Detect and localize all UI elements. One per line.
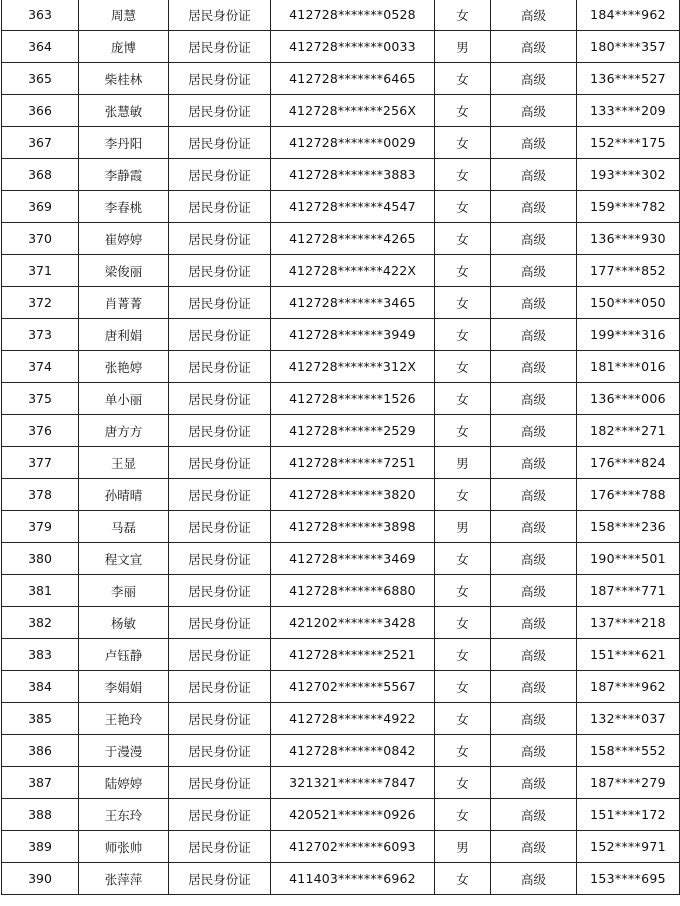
- cell-gender: 女: [435, 255, 491, 287]
- table-row: [2, 735, 680, 767]
- cell-id-number: 412728*******3898: [271, 511, 435, 543]
- cell-name: 王东玲: [79, 799, 169, 831]
- cell-gender: 女: [435, 0, 491, 31]
- cell-phone: 176****788: [577, 479, 680, 511]
- cell-name: 王显: [79, 447, 169, 479]
- cell-name: 于漫漫: [79, 735, 169, 767]
- cell-doc-type: 居民身份证: [169, 223, 271, 255]
- cell-level: 高级: [491, 479, 577, 511]
- cell-phone: 136****930: [577, 223, 680, 255]
- cell-id-number: 412728*******7251: [271, 447, 435, 479]
- table-row: [2, 767, 680, 799]
- table-row: [2, 127, 680, 159]
- cell-doc-type: 居民身份证: [169, 31, 271, 63]
- cell-id-number: 412728*******2529: [271, 415, 435, 447]
- cell-name: 张萍萍: [79, 863, 169, 895]
- cell-gender: 女: [435, 351, 491, 383]
- cell-id-number: 321321*******7847: [271, 767, 435, 799]
- cell-doc-type: 居民身份证: [169, 383, 271, 415]
- cell-number: 369: [2, 191, 79, 223]
- cell-number: 389: [2, 831, 79, 863]
- cell-number: 390: [2, 863, 79, 895]
- table-row: [2, 319, 680, 351]
- cell-name: 李娟娟: [79, 671, 169, 703]
- cell-phone: 181****016: [577, 351, 680, 383]
- cell-doc-type: 居民身份证: [169, 863, 271, 895]
- cell-gender: 女: [435, 319, 491, 351]
- cell-gender: 男: [435, 831, 491, 863]
- cell-doc-type: 居民身份证: [169, 543, 271, 575]
- table-row: [2, 575, 680, 607]
- roster-body: [2, 0, 680, 895]
- cell-id-number: 412728*******3469: [271, 543, 435, 575]
- cell-gender: 女: [435, 575, 491, 607]
- cell-doc-type: 居民身份证: [169, 703, 271, 735]
- cell-name: 肖菁菁: [79, 287, 169, 319]
- cell-number: 384: [2, 671, 79, 703]
- cell-name: 梁俊丽: [79, 255, 169, 287]
- cell-level: 高级: [491, 671, 577, 703]
- cell-number: 388: [2, 799, 79, 831]
- cell-number: 364: [2, 31, 79, 63]
- cell-level: 高级: [491, 575, 577, 607]
- table-row: [2, 671, 680, 703]
- cell-doc-type: 居民身份证: [169, 479, 271, 511]
- cell-id-number: 412728*******2521: [271, 639, 435, 671]
- cell-gender: 女: [435, 639, 491, 671]
- cell-doc-type: 居民身份证: [169, 447, 271, 479]
- cell-gender: 女: [435, 767, 491, 799]
- cell-number: 375: [2, 383, 79, 415]
- cell-gender: 女: [435, 703, 491, 735]
- cell-name: 师张帅: [79, 831, 169, 863]
- table-row: [2, 479, 680, 511]
- cell-gender: 女: [435, 383, 491, 415]
- cell-phone: 199****316: [577, 319, 680, 351]
- cell-gender: 女: [435, 479, 491, 511]
- table-row: [2, 95, 680, 127]
- cell-id-number: 412728*******0842: [271, 735, 435, 767]
- cell-gender: 女: [435, 863, 491, 895]
- cell-id-number: 412728*******3949: [271, 319, 435, 351]
- cell-doc-type: 居民身份证: [169, 127, 271, 159]
- cell-number: 383: [2, 639, 79, 671]
- cell-doc-type: 居民身份证: [169, 735, 271, 767]
- table-row: [2, 31, 680, 63]
- cell-level: 高级: [491, 447, 577, 479]
- cell-number: 378: [2, 479, 79, 511]
- cell-level: 高级: [491, 703, 577, 735]
- cell-name: 唐利娟: [79, 319, 169, 351]
- cell-phone: 136****006: [577, 383, 680, 415]
- table-row: [2, 383, 680, 415]
- cell-id-number: 420521*******0926: [271, 799, 435, 831]
- cell-phone: 132****037: [577, 703, 680, 735]
- cell-number: 368: [2, 159, 79, 191]
- cell-name: 李丹阳: [79, 127, 169, 159]
- cell-name: 马磊: [79, 511, 169, 543]
- cell-name: 卢钰静: [79, 639, 169, 671]
- table-row: [2, 63, 680, 95]
- cell-level: 高级: [491, 223, 577, 255]
- cell-gender: 女: [435, 63, 491, 95]
- cell-doc-type: 居民身份证: [169, 639, 271, 671]
- cell-doc-type: 居民身份证: [169, 575, 271, 607]
- cell-doc-type: 居民身份证: [169, 799, 271, 831]
- cell-number: 381: [2, 575, 79, 607]
- cell-level: 高级: [491, 511, 577, 543]
- cell-name: 周慧: [79, 0, 169, 31]
- cell-doc-type: 居民身份证: [169, 319, 271, 351]
- table-row: [2, 703, 680, 735]
- cell-doc-type: 居民身份证: [169, 63, 271, 95]
- cell-doc-type: 居民身份证: [169, 287, 271, 319]
- cell-doc-type: 居民身份证: [169, 159, 271, 191]
- cell-gender: 男: [435, 447, 491, 479]
- cell-phone: 152****971: [577, 831, 680, 863]
- cell-phone: 158****236: [577, 511, 680, 543]
- cell-level: 高级: [491, 127, 577, 159]
- cell-level: 高级: [491, 255, 577, 287]
- cell-level: 高级: [491, 415, 577, 447]
- cell-phone: 190****501: [577, 543, 680, 575]
- cell-id-number: 412728*******4922: [271, 703, 435, 735]
- cell-doc-type: 居民身份证: [169, 191, 271, 223]
- cell-level: 高级: [491, 351, 577, 383]
- cell-level: 高级: [491, 191, 577, 223]
- cell-number: 365: [2, 63, 79, 95]
- cell-level: 高级: [491, 319, 577, 351]
- cell-phone: 150****050: [577, 287, 680, 319]
- cell-level: 高级: [491, 543, 577, 575]
- cell-gender: 女: [435, 223, 491, 255]
- cell-gender: 男: [435, 31, 491, 63]
- cell-level: 高级: [491, 863, 577, 895]
- cell-id-number: 411403*******6962: [271, 863, 435, 895]
- cell-level: 高级: [491, 95, 577, 127]
- cell-number: 387: [2, 767, 79, 799]
- table-row: [2, 543, 680, 575]
- table-row: [2, 831, 680, 863]
- cell-phone: 182****271: [577, 415, 680, 447]
- cell-phone: 151****172: [577, 799, 680, 831]
- cell-phone: 177****852: [577, 255, 680, 287]
- cell-doc-type: 居民身份证: [169, 95, 271, 127]
- cell-id-number: 412728*******1526: [271, 383, 435, 415]
- cell-id-number: 412728*******6465: [271, 63, 435, 95]
- cell-name: 崔婷婷: [79, 223, 169, 255]
- cell-name: 杨敏: [79, 607, 169, 639]
- cell-level: 高级: [491, 607, 577, 639]
- cell-gender: 女: [435, 415, 491, 447]
- cell-gender: 女: [435, 95, 491, 127]
- cell-level: 高级: [491, 831, 577, 863]
- cell-level: 高级: [491, 31, 577, 63]
- cell-phone: 180****357: [577, 31, 680, 63]
- cell-gender: 女: [435, 287, 491, 319]
- cell-level: 高级: [491, 0, 577, 31]
- cell-phone: 153****695: [577, 863, 680, 895]
- cell-id-number: 421202*******3428: [271, 607, 435, 639]
- cell-doc-type: 居民身份证: [169, 671, 271, 703]
- cell-phone: 151****621: [577, 639, 680, 671]
- cell-name: 孙晴晴: [79, 479, 169, 511]
- cell-name: 王艳玲: [79, 703, 169, 735]
- cell-id-number: 412728*******6880: [271, 575, 435, 607]
- cell-number: 370: [2, 223, 79, 255]
- table-row: [2, 799, 680, 831]
- cell-number: 366: [2, 95, 79, 127]
- table-row: [2, 159, 680, 191]
- table-row: [2, 287, 680, 319]
- cell-id-number: 412702*******6093: [271, 831, 435, 863]
- cell-number: 363: [2, 0, 79, 31]
- cell-phone: 187****279: [577, 767, 680, 799]
- cell-gender: 女: [435, 191, 491, 223]
- cell-number: 376: [2, 415, 79, 447]
- cell-doc-type: 居民身份证: [169, 767, 271, 799]
- table-row: [2, 223, 680, 255]
- cell-doc-type: 居民身份证: [169, 831, 271, 863]
- cell-name: 张艳婷: [79, 351, 169, 383]
- table-row: [2, 863, 680, 895]
- cell-phone: 187****962: [577, 671, 680, 703]
- cell-level: 高级: [491, 799, 577, 831]
- table-row: [2, 415, 680, 447]
- cell-name: 陆婷婷: [79, 767, 169, 799]
- cell-phone: 137****218: [577, 607, 680, 639]
- cell-doc-type: 居民身份证: [169, 351, 271, 383]
- cell-doc-type: 居民身份证: [169, 255, 271, 287]
- cell-id-number: 412728*******4547: [271, 191, 435, 223]
- cell-number: 371: [2, 255, 79, 287]
- cell-doc-type: 居民身份证: [169, 511, 271, 543]
- cell-number: 377: [2, 447, 79, 479]
- cell-gender: 女: [435, 735, 491, 767]
- cell-name: 柴桂林: [79, 63, 169, 95]
- cell-id-number: 412728*******3883: [271, 159, 435, 191]
- cell-gender: 女: [435, 543, 491, 575]
- cell-phone: 193****302: [577, 159, 680, 191]
- cell-number: 367: [2, 127, 79, 159]
- cell-id-number: 412702*******5567: [271, 671, 435, 703]
- cell-number: 374: [2, 351, 79, 383]
- cell-id-number: 412728*******0029: [271, 127, 435, 159]
- cell-doc-type: 居民身份证: [169, 607, 271, 639]
- cell-level: 高级: [491, 63, 577, 95]
- cell-gender: 女: [435, 671, 491, 703]
- cell-id-number: 412728*******422X: [271, 255, 435, 287]
- cell-phone: 187****771: [577, 575, 680, 607]
- cell-number: 373: [2, 319, 79, 351]
- cell-id-number: 412728*******3465: [271, 287, 435, 319]
- cell-gender: 女: [435, 607, 491, 639]
- cell-name: 庞博: [79, 31, 169, 63]
- table-row: [2, 607, 680, 639]
- cell-level: 高级: [491, 383, 577, 415]
- cell-id-number: 412728*******0528: [271, 0, 435, 31]
- cell-number: 382: [2, 607, 79, 639]
- table-row: [2, 351, 680, 383]
- cell-id-number: 412728*******256X: [271, 95, 435, 127]
- cell-name: 李春桃: [79, 191, 169, 223]
- cell-id-number: 412728*******3820: [271, 479, 435, 511]
- cell-id-number: 412728*******4265: [271, 223, 435, 255]
- cell-name: 张慧敏: [79, 95, 169, 127]
- cell-gender: 女: [435, 799, 491, 831]
- table-row: [2, 0, 680, 31]
- cell-phone: 184****962: [577, 0, 680, 31]
- cell-number: 380: [2, 543, 79, 575]
- cell-level: 高级: [491, 735, 577, 767]
- cell-name: 唐方方: [79, 415, 169, 447]
- cell-gender: 女: [435, 159, 491, 191]
- cell-phone: 133****209: [577, 95, 680, 127]
- cell-level: 高级: [491, 767, 577, 799]
- cell-number: 386: [2, 735, 79, 767]
- cell-gender: 女: [435, 127, 491, 159]
- roster-table: [1, 0, 680, 895]
- table-row: [2, 511, 680, 543]
- cell-phone: 176****824: [577, 447, 680, 479]
- cell-phone: 136****527: [577, 63, 680, 95]
- cell-phone: 159****782: [577, 191, 680, 223]
- cell-name: 程文宣: [79, 543, 169, 575]
- cell-number: 385: [2, 703, 79, 735]
- cell-doc-type: 居民身份证: [169, 415, 271, 447]
- table-row: [2, 447, 680, 479]
- cell-id-number: 412728*******0033: [271, 31, 435, 63]
- table-row: [2, 191, 680, 223]
- cell-id-number: 412728*******312X: [271, 351, 435, 383]
- cell-phone: 158****552: [577, 735, 680, 767]
- table-row: [2, 255, 680, 287]
- cell-gender: 男: [435, 511, 491, 543]
- cell-level: 高级: [491, 639, 577, 671]
- cell-name: 李静霞: [79, 159, 169, 191]
- table-row: [2, 639, 680, 671]
- cell-doc-type: 居民身份证: [169, 0, 271, 31]
- cell-level: 高级: [491, 159, 577, 191]
- cell-name: 李丽: [79, 575, 169, 607]
- cell-number: 379: [2, 511, 79, 543]
- cell-number: 372: [2, 287, 79, 319]
- cell-level: 高级: [491, 287, 577, 319]
- cell-phone: 152****175: [577, 127, 680, 159]
- cell-name: 单小丽: [79, 383, 169, 415]
